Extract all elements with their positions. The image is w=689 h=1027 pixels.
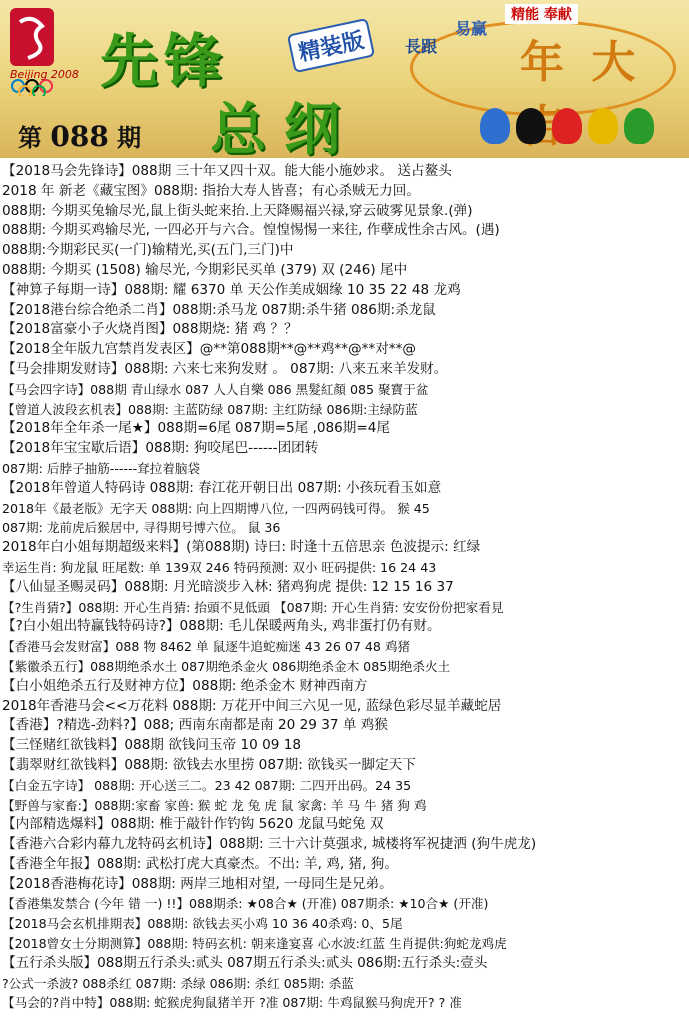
text-line: 【2018年曾道人特码诗 088期: 春江花开朝日出 087期: 小孩玩看玉如意 (2, 479, 442, 496)
text-line: 【2018富豪小子火烧肖图】088期烧: 猪 鸡 ？？ (2, 321, 298, 338)
text-line: 2018年《最老版》无字天 088期: 向上四期博八位, 一四两码钱可得。 猴 45 (2, 500, 430, 516)
text-line: 【马会四字诗】088期 青山绿水 087 人人自樂 086 黑髮紅顏 085 聚寶于盆 (2, 381, 429, 397)
text-line: 【2018港台综合绝杀二肖】088期:杀马龙 087期:杀牛猪 086期:杀龙鼠 (2, 301, 436, 318)
text-line: 【香港】?精选-劲料?】088; 西南东南都是南 20 29 37 单 鸡猴 (2, 717, 388, 734)
issue-prefix: 第 (18, 123, 42, 152)
text-line: 088期: 今期买 (1508) 输尽光, 今期彩民买单 (379) 双 (246) 尾中 (2, 261, 408, 278)
brush-title: 年 大 (520, 37, 642, 88)
mascot-icon (588, 108, 618, 144)
issue-label (18, 118, 141, 153)
text-line: 【野兽与家畜:】088期:家畜 家兽: 猴 蛇 龙 兔 虎 鼠 家禽: 羊 马 牛 猪 狗 鸡 (2, 797, 427, 813)
text-line: 【翡翠财红欲钱料】088期: 欲钱去水里捞 087期: 欲钱买一脚定天下 (2, 756, 416, 773)
text-line: 【2018曾女士分期测算】088期: 特码玄机: 朝来逢宴喜 心水波:红蓝 生肖提供:狗蛇龙鸡虎 (2, 936, 507, 952)
text-line: 【八仙显圣赐灵码】088期: 月光暗淡步入林: 猪鸡狗虎 提供: 12 15 16 37 (2, 578, 454, 595)
text-line: 【三怪赌红欲钱料】088期 欲钱问玉帝 10 09 18 (2, 737, 302, 754)
top-right-slogan: 精能 奉献 (505, 4, 578, 24)
text-line: 【神算子每期一诗】088期: 耀 6370 单 天公作美成姻缘 10 35 22 48 龙鸡 (2, 281, 461, 298)
text-line: 【?生肖猜?】088期: 开心生肖猜: 抬頭不見低頭 【087期: 开心生肖猜: 安安份份把家看見 (2, 599, 504, 615)
text-line: 2018年香港马会<<万花料 088期: 万花开中间三六见一见, 蓝绿色彩尽显羊藏蛇居 (2, 697, 502, 714)
issue-suffix: 期 (117, 123, 142, 152)
side-text: 長跟 (405, 37, 438, 56)
mascot-icon (552, 108, 582, 144)
text-line: 【2018全年版九宫禁肖发表区】@**第088期**@**鸡**@**对**@ (2, 341, 416, 358)
mascot-icon (624, 108, 654, 144)
text-line: 088期: 今期买兔输尽光,鼠上街头蛇来抬.上天降赐福兴禄,穿云破雾见景象.(弹) (2, 202, 473, 219)
text-line: 【内部精选爆料】088期: 椎于敲针作钓钩 5620 龙鼠马蛇兔 双 (2, 816, 384, 833)
text-line: 【2018香港梅花诗】088期: 两岸三地相对望, 一母同生是兄弟。 (2, 875, 393, 892)
text-line: 【2018马会先锋诗】088期 三十年又四十双。能大能小施妙求。 送占鳌头 (2, 163, 452, 179)
text-line: 【?白小姐出特赢钱特码诗?】088期: 毛儿保暖两角头, 鸡非蛋打仍有财。 (2, 618, 441, 635)
text-line: ?公式一杀波? 088杀红 087期: 杀绿 086期: 杀红 085期: 杀蓝 (2, 975, 354, 991)
text-line: 【香港集发禁合 (今年 错 一) !!】088期杀: ★08合★ (开准) 087期杀: ★10合★ (开准) (2, 896, 489, 912)
text-line: 087期: 龙前虎后猴居中, 寻得期号博六位。 鼠 36 (2, 520, 281, 536)
logo-caption: Beijing 2008 (10, 68, 79, 81)
top-slogan: 易赢 (455, 19, 488, 38)
text-line: 2018 年 新老《藏宝图》088期: 指抬大寿人皆喜；有心杀贼无力回。 (2, 182, 420, 199)
text-line: 087期: 后脖子抽筋------耷拉着脑袋 (2, 460, 201, 476)
text-line: 【马会排期发财诗】088期: 六来七来狗发财 。 087期: 八来五来羊发财。 (2, 360, 448, 377)
text-line: 【紫徽杀五行】088期绝杀水土 087期绝杀金火 086期绝杀金木 085期绝杀火土 (2, 658, 451, 674)
text-line: 【马会的?肖中特】088期: 蛇猴虎狗鼠猪羊开 ?准 087期: 牛鸡鼠猴马狗虎开? ? 准 (2, 995, 462, 1011)
text-line: 088期:今期彩民买(一门)输精光,买(五门,三门)中 (2, 242, 294, 259)
text-line: 【白金五字诗】 088期: 开心送三二。23 42 087期: 二四开出码。24 35 (2, 777, 412, 793)
text-line: 088期: 今期买鸡输尽光, 一四必开与六合。惶惶惕惕一来往, 作孽成性余古风。(遇) (2, 222, 500, 239)
main-title: 先锋 (100, 27, 229, 95)
mascot-icon (516, 108, 546, 144)
header-banner (0, 0, 689, 158)
text-line: 幸运生肖: 狗龙鼠 旺尾数: 单 139双 246 特码预测: 双小 旺码提供: 16 24 43 (2, 559, 437, 575)
text-line: 【香港六合彩内幕九龙特码玄机诗】088期: 三十六计莫强求, 城楼将军祝捷洒 (狗牛虎龙) (2, 836, 537, 853)
mascot-icon (480, 108, 510, 144)
text-lines (0, 162, 689, 1013)
issue-number: 088 (50, 120, 109, 153)
text-line: 【2018年宝宝歇后语】088期: 狗咬尾巴------团团转 (2, 440, 319, 457)
edition-badge: 精装版 (287, 18, 375, 73)
text-line: 【曾道人波段玄机表】088期: 主蓝防绿 087期: 主红防绿 086期:主绿防蓝 (2, 401, 418, 417)
text-line: 【五行杀头版】088期五行杀头:贰头 087期五行杀头:贰头 086期:五行杀头:壹头 (2, 954, 488, 971)
text-line: 【白小姐绝杀五行及财神方位】088期: 绝杀金木 财神西南方 (2, 677, 368, 694)
text-line: 【2018马会玄机排期表】088期: 欲钱去买小鸡 10 36 40杀鸡: 0、5尾 (2, 916, 403, 932)
text-line: 【香港马会发财富】088 物 8462 单 鼠逐牛追蛇痴迷 43 26 07 48 鸡猪 (2, 639, 411, 655)
mascot-row (480, 108, 680, 148)
text-line: 【2018年全年杀一尾★】088期=6尾 087期=5尾 ,086期=4尾 (2, 420, 391, 437)
sub-title: 总纲 (210, 97, 358, 158)
olympic-logo-icon (6, 6, 84, 96)
text-line: 2018年白小姐每期超级来料】(第088期) 诗曰: 时逢十五倍思亲 色波提示: 红绿 (2, 539, 481, 556)
text-line: 【香港全年报】088期: 武松打虎大真豪杰。不出: 羊, 鸡, 猪, 狗。 (2, 855, 398, 872)
